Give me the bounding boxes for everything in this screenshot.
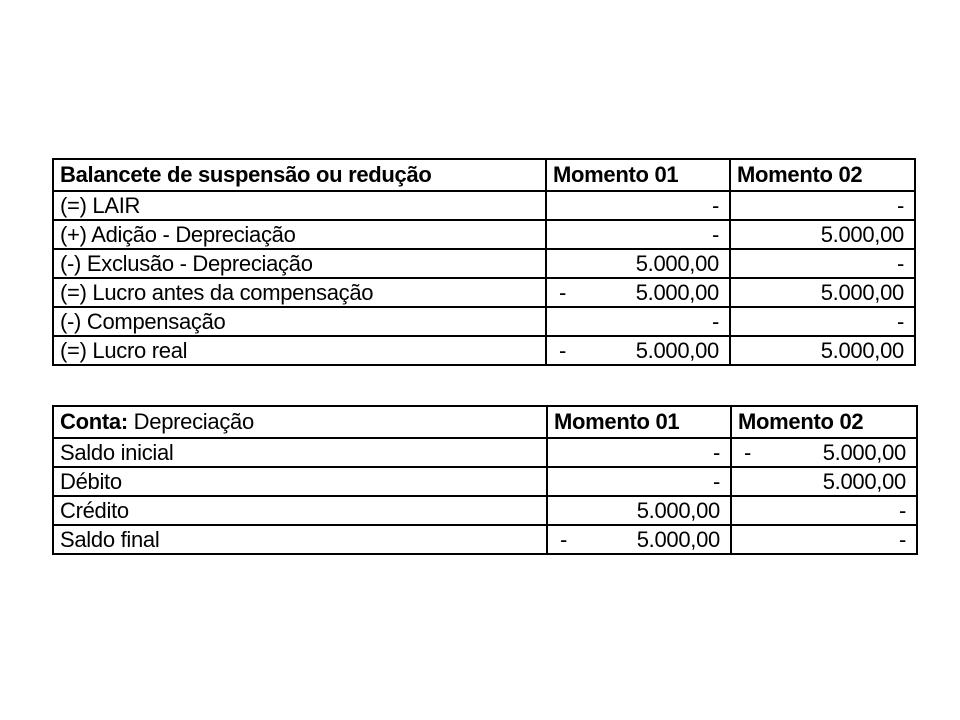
table-row [53, 467, 917, 496]
momento-01-value-cell [547, 496, 731, 525]
row-label: Saldo inicial [53, 438, 547, 467]
conta-title-name: Depreciação [127, 409, 254, 434]
col-header-momento-01: Momento 01 [547, 406, 731, 438]
amount: 5.000,00 [635, 338, 719, 363]
conta-title-bold: Conta: [60, 409, 128, 434]
negative-sign: - [559, 338, 567, 363]
amount: - [896, 251, 904, 276]
table-row [53, 191, 915, 220]
momento-02-value-cell [731, 496, 917, 525]
negative-sign: - [559, 280, 567, 305]
conta-title [53, 406, 547, 438]
amount: 5.000,00 [635, 251, 719, 276]
row-label: (=) LAIR [53, 191, 546, 220]
negative-sign: - [560, 527, 568, 552]
col-header-momento-02: Momento 02 [730, 159, 915, 191]
table-row [53, 220, 915, 249]
balancete-table [52, 158, 916, 366]
momento-02-value-cell [730, 191, 915, 220]
table-row [53, 525, 917, 554]
balancete-header-row [53, 159, 915, 191]
amount: - [712, 469, 720, 494]
col-header-momento-02: Momento 02 [731, 406, 917, 438]
momento-01-value-cell [547, 467, 731, 496]
momento-01-value-cell [546, 278, 730, 307]
row-label: Débito [53, 467, 547, 496]
momento-02-value-cell [730, 336, 915, 365]
row-label: (=) Lucro antes da compensação [53, 278, 546, 307]
amount: - [711, 309, 719, 334]
amount: 5.000,00 [636, 527, 720, 552]
amount: 5.000,00 [820, 338, 904, 363]
momento-01-value-cell [546, 249, 730, 278]
conta-depreciacao-table [52, 405, 918, 555]
momento-02-value-cell [730, 278, 915, 307]
amount: 5.000,00 [635, 280, 719, 305]
amount: - [712, 440, 720, 465]
momento-01-value-cell [546, 220, 730, 249]
table-row [53, 438, 917, 467]
conta-header-row [53, 406, 917, 438]
momento-02-value-cell [731, 438, 917, 467]
amount: 5.000,00 [820, 222, 904, 247]
table-row [53, 278, 915, 307]
row-label: Saldo final [53, 525, 547, 554]
momento-01-value-cell [547, 438, 731, 467]
balancete-title: Balancete de suspensão ou redução [53, 159, 546, 191]
row-label: (-) Exclusão - Depreciação [53, 249, 546, 278]
momento-01-value-cell [546, 191, 730, 220]
amount: - [898, 498, 906, 523]
col-header-momento-01: Momento 01 [546, 159, 730, 191]
amount: - [711, 222, 719, 247]
negative-sign: - [744, 440, 752, 465]
row-label: Crédito [53, 496, 547, 525]
momento-02-value-cell [731, 525, 917, 554]
momento-01-value-cell [547, 525, 731, 554]
amount: - [711, 193, 719, 218]
table-row [53, 336, 915, 365]
table-row [53, 496, 917, 525]
amount: - [898, 527, 906, 552]
amount: 5.000,00 [636, 498, 720, 523]
row-label: (+) Adição - Depreciação [53, 220, 546, 249]
amount: 5.000,00 [820, 280, 904, 305]
amount: - [896, 193, 904, 218]
row-label: (-) Compensação [53, 307, 546, 336]
amount: 5.000,00 [822, 469, 906, 494]
amount: 5.000,00 [822, 440, 906, 465]
table-row [53, 307, 915, 336]
momento-01-value-cell [546, 336, 730, 365]
amount: - [896, 309, 904, 334]
momento-02-value-cell [731, 467, 917, 496]
momento-01-value-cell [546, 307, 730, 336]
row-label: (=) Lucro real [53, 336, 546, 365]
momento-02-value-cell [730, 220, 915, 249]
momento-02-value-cell [730, 249, 915, 278]
table-row [53, 249, 915, 278]
momento-02-value-cell [730, 307, 915, 336]
